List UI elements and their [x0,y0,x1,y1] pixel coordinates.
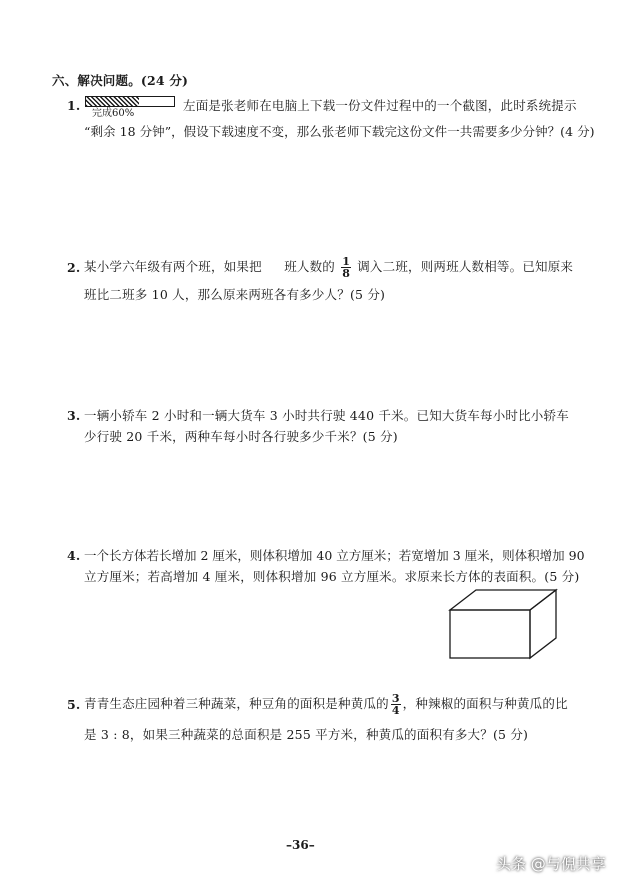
section-title: 六、解决问题。(24 分) [52,73,189,88]
question-2-text-c: 调入二班，则两班人数相等。已知原来 [357,259,574,274]
download-progress-bar [85,96,175,107]
fraction-numerator: 1 [342,255,351,268]
fraction-denominator: 4 [391,704,400,717]
cuboid-side-face [530,590,556,658]
cuboid-top-face [450,590,556,610]
question-2-line-2: 班比二班多 10 人，那么原来两班各有多少人？(5 分) [84,287,386,302]
question-5-number: 5. [67,697,81,712]
question-2-text-b: 班人数的 [284,259,335,274]
page-number: –36– [286,838,315,852]
fraction-numerator: 3 [391,692,400,705]
question-4-number: 4. [67,548,81,563]
cuboid-front-face [450,610,530,658]
question-2-fraction [341,256,351,279]
question-4-line-1: 一个长方体若长增加 2 厘米，则体积增加 40 立方厘米；若宽增加 3 厘米，则体积增加 90 [84,548,585,563]
question-4-line-2: 立方厘米；若高增加 4 厘米，则体积增加 96 立方厘米。求原来长方体的表面积。(5 分) [84,569,580,584]
question-2-text-a: 某小学六年级有两个班，如果把 [84,259,262,274]
question-3-line-2: 少行驶 20 千米，两种车每小时各行驶多少千米？(5 分) [84,429,398,444]
question-5-line-2: 是 3 : 8，如果三种蔬菜的总面积是 255 平方米，种黄瓜的面积有多大？(5 分) [84,727,529,742]
cuboid-figure [440,586,560,662]
question-5-text-a: 青青生态庄园种着三种蔬菜，种豆角的面积是种黄瓜的 [84,696,389,711]
question-5-fraction [391,693,401,716]
question-3-number: 3. [67,408,81,423]
question-2-number: 2. [67,260,81,275]
question-3-line-1: 一辆小轿车 2 小时和一辆大货车 3 小时共行驶 440 千米。已知大货车每小时比小轿车 [84,408,569,423]
fraction-denominator: 8 [342,267,351,280]
question-1-number: 1. [67,98,81,113]
download-progress-caption: 完成60% [92,108,135,119]
watermark: 头条 @与倪共享 [496,855,606,873]
download-progress-fill [86,97,139,106]
question-1-line-2: “剩余 18 分钟”，假设下载速度不变，那么张老师下载完这份文件一共需要多少分钟？(4 分) [84,124,595,139]
question-2-line-1 [84,253,573,281]
question-5-line-1 [84,690,568,718]
question-1-line-1: 左面是张老师在电脑上下载一份文件过程中的一个截图，此时系统提示 [183,98,577,113]
question-5-text-b: ，种辣椒的面积与种黄瓜的比 [402,696,568,711]
